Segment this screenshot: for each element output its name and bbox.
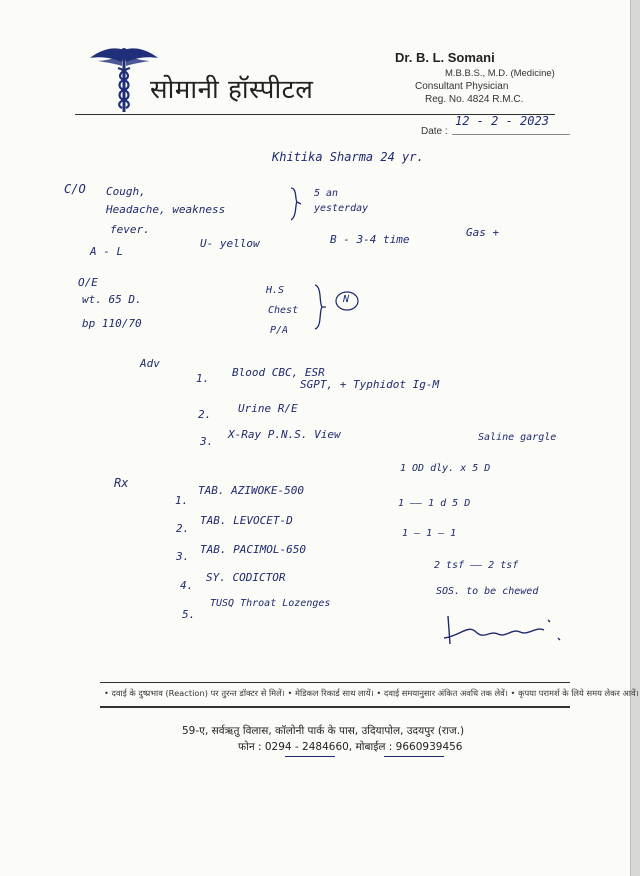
duration-line-2: yesterday [314,203,369,214]
footer-note: • दवाई के दुष्प्रभाव (Reaction) पर तुरन्त डॉक्टर से मिलें। • मेडिकल रिकार्ड साथ लायें। • दवाई समयानुसार अंकित अवधि तक लेवें। • कृपया परामर्श के लिये समय लेकर आवें। [104,688,639,698]
exam-normal: N [343,294,350,305]
rx-item-2-dose: 1 —— 1 d 5 D [398,498,471,509]
complaints-label: C/O [64,182,86,196]
footer-divider [100,706,570,708]
rx-item-4-num: 4. [180,579,194,592]
complaint-line-2: Headache, weakness [106,203,226,216]
hospital-name: सोमानी हॉस्पीटल [150,75,314,105]
rx-item-5: TUSQ Throat Lozenges [210,598,331,609]
date-value: 12 - 2 - 2023 [455,114,549,128]
rx-item-3: TAB. PACIMOL-650 [200,543,306,556]
rx-item-3-dose: 1 — 1 — 1 [402,528,457,539]
rx-item-4: SY. CODICTOR [206,571,286,584]
rx-item-5-num: 5. [182,608,196,621]
date-label: Date : [421,126,448,137]
patient-name: Khitika Sharma 24 yr. [272,150,424,164]
rx-item-1-dose: 1 OD dly. x 5 D [400,463,491,474]
advice-item-2-num: 2. [198,408,212,421]
footer-top-divider [100,682,570,683]
exam-pa: P/A [270,325,289,336]
exam-weight: wt. 65 D. [82,293,142,306]
complaint-line-1: Cough, [106,185,146,198]
rx-item-5-dose: SOS. to be chewed [436,586,539,597]
rx-item-2: TAB. LEVOCET-D [200,514,293,527]
advice-item-1: Blood CBC, ESR [232,366,325,379]
exam-chest: Chest [268,305,299,316]
rx-label: Rx [114,476,129,490]
rx-item-2-num: 2. [176,522,190,535]
hospital-phone: फोन : 0294 - 2484660, मोबाईल : 9660939456 [238,741,463,753]
mobile-underline [384,756,444,757]
rx-item-1-num: 1. [175,494,189,507]
doctor-title: Consultant Physician [415,81,509,92]
advice-item-3-num: 3. [200,435,214,448]
advice-item-1b: SGPT, + Typhidot Ig-M [300,378,440,391]
doctor-signature [440,610,570,650]
exam-bp: bp 110/70 [82,317,142,330]
brace-icon [313,283,327,331]
advice-side-note: Saline gargle [478,432,557,443]
duration-line-1: 5 an [314,188,339,199]
exam-label: O/E [78,276,98,289]
doctor-degrees: M.B.B.S., M.D. (Medicine) [445,68,555,79]
complaint-line-3: fever. [110,223,150,236]
history-bowel: B - 3-4 time [330,233,410,246]
rx-item-3-num: 3. [176,550,190,563]
exam-hs: H.S [266,285,285,296]
history-prefix: A - L [90,245,124,258]
advice-item-1-num: 1. [196,372,210,385]
advice-label: Adv [140,357,160,370]
rx-item-1: TAB. AZIWOKE-500 [198,484,304,497]
phone-underline [285,756,335,757]
rx-item-4-dose: 2 tsf —— 2 tsf [434,560,519,571]
history-gas: Gas + [466,226,500,239]
doctor-registration: Reg. No. 4824 R.M.C. [425,94,524,105]
date-underline [452,134,570,135]
advice-item-3: X-Ray P.N.S. View [228,428,341,441]
brace-icon [289,186,303,222]
hospital-address: 59-ए, सर्वऋतु विलास, कॉलोनी पार्क के पास, उदियापोल, उदयपुर (राज.) [182,725,465,737]
advice-item-2: Urine R/E [238,402,298,415]
history-urine: U- yellow [200,237,260,250]
doctor-name: Dr. B. L. Somani [395,50,495,65]
